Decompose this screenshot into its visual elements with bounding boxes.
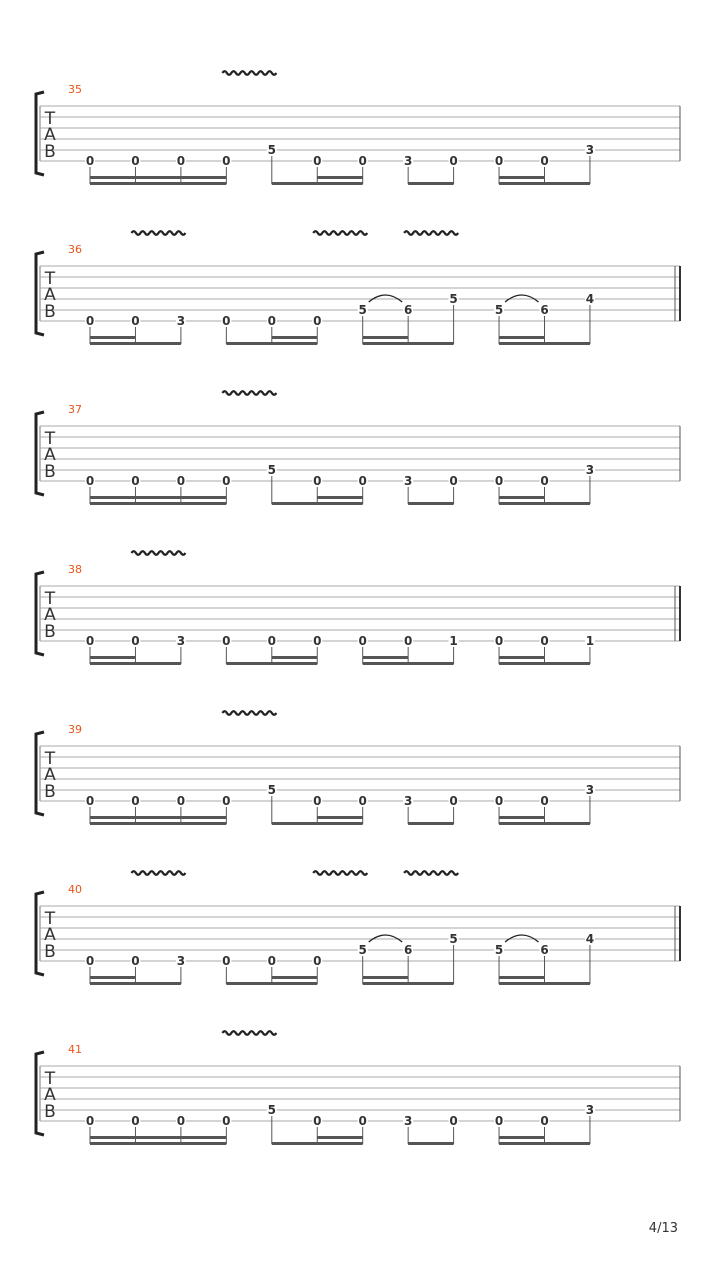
beam	[226, 342, 317, 345]
fret-number: 0	[313, 1114, 322, 1128]
fret-number: 0	[222, 634, 231, 648]
fret-number: 0	[85, 474, 95, 488]
fret-number: 5	[449, 932, 458, 946]
beam-secondary	[90, 336, 135, 339]
fret-number: 0	[540, 154, 549, 168]
fret-number: 5	[358, 943, 367, 957]
fret-number: 0	[540, 474, 549, 488]
tab-system	[36, 391, 680, 505]
beam-secondary	[499, 976, 544, 979]
fret-number: 0	[403, 634, 413, 648]
tab-clef-letter: A	[44, 765, 56, 785]
tab-clef-letter: B	[44, 142, 56, 162]
fret-number: 0	[176, 1114, 186, 1128]
beam	[499, 982, 590, 985]
tab-system	[36, 1031, 680, 1145]
fret-number: 0	[449, 474, 458, 488]
fret-number: 0	[176, 474, 186, 488]
fret-number: 0	[131, 634, 140, 648]
beam	[90, 662, 181, 665]
vibrato-mark	[222, 711, 276, 715]
fret-number: 0	[222, 1114, 231, 1128]
fret-number: 3	[176, 634, 186, 648]
tab-clef-letter: T	[44, 749, 56, 769]
fret-number: 6	[403, 303, 413, 317]
fret-number: 0	[540, 794, 549, 808]
fret-number: 1	[449, 634, 458, 648]
beam-secondary	[90, 816, 226, 819]
fret-number: 0	[222, 314, 231, 328]
fret-number: 0	[222, 954, 231, 968]
fret-number: 0	[494, 634, 504, 648]
vibrato-mark	[222, 71, 276, 75]
tab-system	[36, 871, 680, 985]
fret-number: 0	[131, 474, 140, 488]
beam-secondary	[90, 176, 226, 179]
tab-clef-letter: B	[44, 622, 56, 642]
tab-clef-letter: B	[44, 782, 56, 802]
fret-number: 0	[358, 474, 367, 488]
tab-clef-letter: A	[44, 285, 56, 305]
vibrato-mark	[131, 551, 185, 555]
fret-number: 0	[494, 474, 504, 488]
vibrato-mark	[404, 871, 458, 875]
fret-number: 0	[85, 954, 95, 968]
measure-number: 38	[68, 563, 82, 576]
fret-number: 5	[358, 303, 367, 317]
tab-clef-letter: T	[44, 269, 56, 289]
beam-secondary	[272, 976, 317, 979]
beam-secondary	[499, 656, 544, 659]
beam	[499, 1142, 590, 1145]
beam-secondary	[499, 496, 544, 499]
vibrato-mark	[131, 871, 185, 875]
beam-secondary	[499, 176, 544, 179]
beam	[90, 982, 181, 985]
beam	[408, 502, 453, 505]
beam-secondary	[317, 1136, 362, 1139]
beam-secondary	[90, 656, 135, 659]
fret-number: 3	[585, 463, 595, 477]
beam	[408, 822, 453, 825]
fret-number: 0	[222, 794, 231, 808]
vibrato-mark	[404, 231, 458, 235]
fret-number: 0	[449, 1114, 458, 1128]
beam-secondary	[363, 336, 408, 339]
fret-number: 0	[85, 794, 95, 808]
fret-number: 0	[131, 954, 140, 968]
tab-clef-letter: T	[44, 1069, 56, 1089]
fret-number: 0	[540, 1114, 549, 1128]
tab-clef-letter: A	[44, 605, 56, 625]
beam	[226, 662, 317, 665]
fret-number: 0	[85, 154, 95, 168]
measure-number: 41	[68, 1043, 82, 1056]
tab-clef-letter: T	[44, 429, 56, 449]
beam	[226, 982, 317, 985]
fret-number: 0	[494, 1114, 504, 1128]
fret-number: 6	[540, 303, 549, 317]
beam-secondary	[499, 1136, 544, 1139]
fret-number: 0	[358, 154, 367, 168]
measure-number: 35	[68, 83, 82, 96]
fret-number: 0	[313, 954, 322, 968]
fret-number: 3	[403, 474, 413, 488]
beam	[499, 342, 590, 345]
beam-secondary	[317, 496, 362, 499]
beam	[363, 982, 454, 985]
beam-secondary	[317, 816, 362, 819]
tab-clef-letter: B	[44, 1102, 56, 1122]
beam-secondary	[499, 336, 544, 339]
beam-secondary	[317, 176, 362, 179]
fret-number: 6	[403, 943, 413, 957]
fret-number: 4	[585, 292, 595, 306]
beam-secondary	[90, 496, 226, 499]
beam-secondary	[90, 1136, 226, 1139]
tab-system	[36, 551, 680, 665]
beam-secondary	[90, 976, 135, 979]
beam	[90, 822, 226, 825]
vibrato-mark	[131, 231, 185, 235]
fret-number: 6	[540, 943, 549, 957]
beam	[363, 342, 454, 345]
beam	[499, 662, 590, 665]
beam	[90, 182, 226, 185]
fret-number: 0	[313, 634, 322, 648]
fret-number: 0	[494, 154, 504, 168]
fret-number: 0	[222, 474, 231, 488]
fret-number: 5	[494, 943, 504, 957]
tab-clef-letter: B	[44, 462, 56, 482]
fret-number: 3	[403, 154, 413, 168]
fret-number: 3	[176, 314, 186, 328]
fret-number: 0	[131, 1114, 140, 1128]
vibrato-mark	[313, 871, 367, 875]
fret-number: 0	[131, 314, 140, 328]
fret-number: 5	[267, 783, 276, 797]
tab-clef-letter: A	[44, 1085, 56, 1105]
tab-clef-letter: T	[44, 109, 56, 129]
tab-system	[36, 711, 680, 825]
fret-number: 0	[449, 154, 458, 168]
tab-clef-letter: A	[44, 445, 56, 465]
fret-number: 1	[585, 634, 595, 648]
beam-secondary	[272, 656, 317, 659]
tab-clef-letter: T	[44, 589, 56, 609]
fret-number: 5	[267, 463, 276, 477]
tab-clef-letter: B	[44, 302, 56, 322]
fret-number: 0	[494, 794, 504, 808]
fret-number: 0	[176, 794, 186, 808]
fret-number: 3	[585, 1103, 595, 1117]
beam	[499, 182, 590, 185]
fret-number: 0	[358, 1114, 367, 1128]
fret-number: 0	[131, 794, 140, 808]
tab-clef-letter: A	[44, 925, 56, 945]
tab-clef-letter: B	[44, 942, 56, 962]
tab-system	[36, 71, 680, 185]
fret-number: 5	[267, 143, 276, 157]
beam-secondary	[499, 816, 544, 819]
vibrato-mark	[313, 231, 367, 235]
fret-number: 0	[222, 154, 231, 168]
fret-number: 4	[585, 932, 595, 946]
vibrato-mark	[222, 1031, 276, 1035]
fret-number: 0	[85, 634, 95, 648]
beam	[499, 822, 590, 825]
beam	[272, 182, 363, 185]
tab-system	[36, 231, 680, 345]
fret-number: 0	[313, 474, 322, 488]
beam	[90, 1142, 226, 1145]
fret-number: 5	[267, 1103, 276, 1117]
beam	[408, 1142, 453, 1145]
beam-secondary	[363, 656, 408, 659]
fret-number: 0	[313, 314, 322, 328]
fret-number: 0	[267, 634, 276, 648]
fret-number: 0	[85, 314, 95, 328]
beam	[408, 182, 453, 185]
measure-number: 37	[68, 403, 82, 416]
page-number: 4/13	[648, 1221, 678, 1236]
fret-number: 0	[176, 154, 186, 168]
fret-number: 3	[403, 1114, 413, 1128]
beam	[272, 1142, 363, 1145]
fret-number: 5	[494, 303, 504, 317]
fret-number: 3	[176, 954, 186, 968]
tab-clef-letter: T	[44, 909, 56, 929]
fret-number: 3	[585, 783, 595, 797]
measure-number: 39	[68, 723, 82, 736]
fret-number: 5	[449, 292, 458, 306]
measure-number: 36	[68, 243, 82, 256]
fret-number: 0	[540, 634, 549, 648]
beam	[363, 662, 454, 665]
fret-number: 0	[131, 154, 140, 168]
fret-number: 0	[449, 794, 458, 808]
fret-number: 3	[403, 794, 413, 808]
fret-number: 0	[358, 634, 367, 648]
vibrato-mark	[222, 391, 276, 395]
beam	[272, 822, 363, 825]
measure-number: 40	[68, 883, 82, 896]
beam-secondary	[363, 976, 408, 979]
fret-number: 0	[267, 954, 276, 968]
fret-number: 0	[358, 794, 367, 808]
fret-number: 0	[313, 794, 322, 808]
beam	[499, 502, 590, 505]
fret-number: 0	[85, 1114, 95, 1128]
fret-number: 0	[313, 154, 322, 168]
beam	[90, 342, 181, 345]
fret-number: 3	[585, 143, 595, 157]
tab-clef-letter: A	[44, 125, 56, 145]
beam-secondary	[272, 336, 317, 339]
fret-number: 0	[267, 314, 276, 328]
beam	[272, 502, 363, 505]
beam	[90, 502, 226, 505]
